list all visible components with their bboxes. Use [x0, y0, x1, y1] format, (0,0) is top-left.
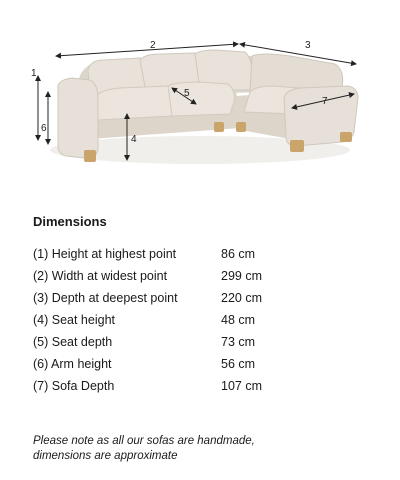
note-line: dimensions are approximate	[33, 450, 178, 462]
dimension-row	[33, 353, 301, 375]
dimension-label: (6) Arm height	[33, 357, 112, 371]
sofa-dimension-diagram	[0, 0, 400, 200]
corner-sofa-image	[50, 50, 358, 164]
dimension-row	[33, 243, 301, 265]
dimension-value: 73 cm	[221, 335, 256, 349]
dim-label-6: 6	[41, 123, 47, 134]
handmade-note	[33, 434, 255, 464]
dimension-label: (2) Width at widest point	[33, 269, 168, 283]
dimension-row	[33, 287, 301, 309]
dimension-value: 299 cm	[221, 269, 262, 283]
note-line: Please note as all our sofas are handmade,	[33, 435, 255, 447]
dimension-value: 56 cm	[221, 357, 256, 371]
dim-label-2: 2	[150, 40, 156, 51]
dimensions-heading: Dimensions	[33, 214, 107, 229]
dimension-label: (7) Sofa Depth	[33, 379, 115, 393]
dim-label-5: 5	[184, 88, 190, 99]
dim-label-3: 3	[305, 40, 311, 51]
dimension-label: (4) Seat height	[33, 313, 115, 327]
dim-label-1: 1	[31, 68, 37, 79]
dimension-row	[33, 265, 301, 287]
dimension-label: (1) Height at highest point	[33, 247, 177, 261]
dimension-row	[33, 309, 301, 331]
dimension-row	[33, 331, 301, 353]
dim-label-7: 7	[322, 96, 328, 107]
dimension-row	[33, 375, 301, 397]
dimensions-list	[33, 243, 301, 397]
dim-label-4: 4	[131, 134, 137, 145]
dimension-label: (3) Depth at deepest point	[33, 291, 178, 305]
dimension-value: 220 cm	[221, 291, 262, 305]
dimension-value: 48 cm	[221, 313, 256, 327]
dimension-value: 86 cm	[221, 247, 256, 261]
dimension-value: 107 cm	[221, 379, 262, 393]
dimension-label: (5) Seat depth	[33, 335, 113, 349]
